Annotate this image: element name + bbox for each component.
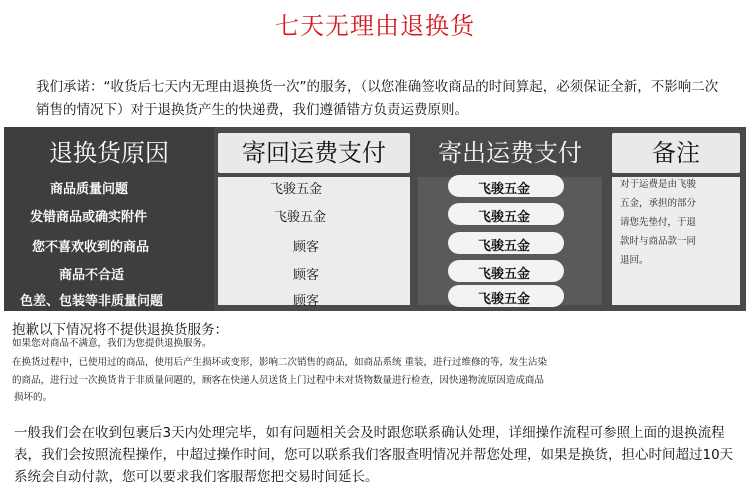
header-note: 备注 [612, 133, 740, 173]
reason-cell: 色差、包装等非质量问题 [20, 294, 164, 309]
send-pay-cell: 飞骏五金 [478, 182, 531, 197]
reason-column [4, 127, 214, 311]
exclusions-title: 抱歉以下情况将不提供退换货服务： [12, 322, 228, 338]
send-pay-cell: 飞骏五金 [478, 292, 531, 307]
header-reason: 退换货原因 [49, 139, 169, 167]
header-return-pay: 寄回运费支付 [218, 133, 410, 173]
return-pay-cell: 顾客 [293, 268, 320, 283]
note-line: 五金，承担的部分 [620, 198, 697, 209]
note-line: 对于运费是由飞骏 [620, 179, 697, 190]
header-send-pay: 寄出运费支付 [438, 139, 582, 167]
return-pay-cell: 顾客 [293, 294, 320, 309]
send-pay-column [414, 127, 606, 311]
reason-cell: 商品质量问题 [50, 182, 129, 197]
page-title: 七天无理由退换货 [275, 12, 475, 40]
exclusions-line: 的商品，进行过一次换货肯于非质量问题的，顾客在快递人员送货上门过程中未对货物数量进行检查，因快递物流原因造成商品 [12, 375, 545, 386]
note-column [606, 127, 746, 311]
return-policy-table [4, 127, 746, 311]
exclusions-line: 如果您对商品不满意，我们为您提供退换服务。 [12, 338, 212, 349]
reason-cell: 商品不合适 [59, 268, 125, 283]
send-pay-cell: 飞骏五金 [478, 239, 531, 254]
send-pay-cell: 飞骏五金 [478, 267, 531, 282]
reason-cell: 您不喜欢收到的商品 [32, 240, 150, 255]
reason-cell: 发错商品或确实附件 [30, 210, 148, 225]
note-text [620, 175, 730, 270]
note-line: 退回。 [620, 255, 649, 266]
promise-text: 我们承诺：“收货后七天内无理由退换货一次”的服务，（以您准确签收商品的时间算起，必须保证全新，不影响二次销售的情况下）对于退换货产生的快递费，我们遵循错方负责运费原则。 [36, 79, 719, 118]
note-line: 款时与商品款一同 [620, 236, 697, 247]
exclusions-line: 在换货过程中，已使用过的商品，使用后产生损坏或变形，影响二次销售的商品，如商品系统 重装，进行过维修的等，发生沾染 [12, 357, 548, 368]
return-pay-cell: 飞骏五金 [270, 182, 323, 197]
process-text: 一般我们会在收到包裹后3天内处理完毕，如有问题相关会及时跟您联系确认处理，详细操作流程可参照上面的退换流程表，我们会按照流程操作，中超过操作时间，您可以联系我们客服查明情况并帮您处理，如果是换货，担心时间超过10天系统会自动付款，您可以要求我们客服帮您把交易时间延长。 [14, 425, 734, 485]
exclusions-line: 损坏的。 [14, 392, 53, 403]
return-pay-cell: 顾客 [293, 240, 320, 255]
return-pay-column [214, 127, 414, 311]
return-pay-cell: 飞骏五金 [274, 210, 327, 225]
send-pay-cell: 飞骏五金 [478, 210, 531, 225]
note-line: 请您先垫付，于退 [620, 217, 697, 228]
